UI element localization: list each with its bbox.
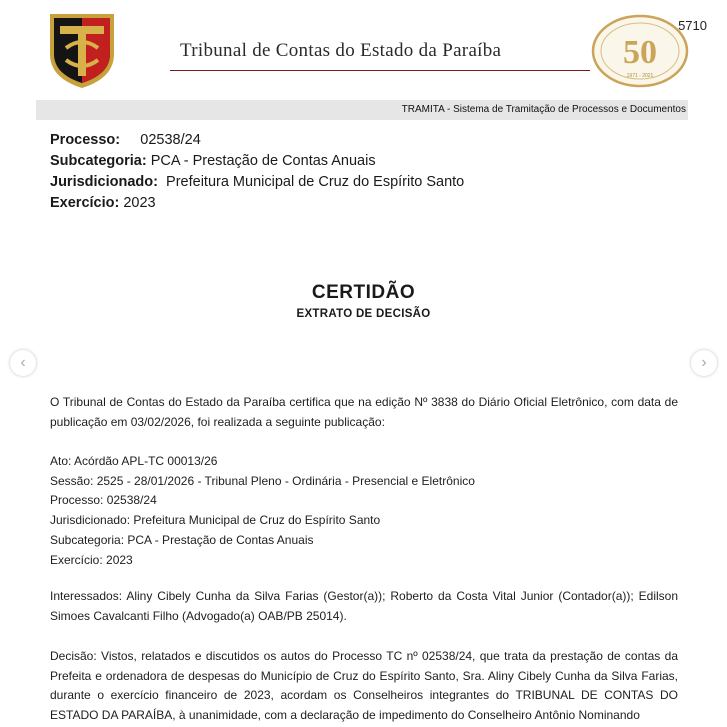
certificate-intro: O Tribunal de Contas do Estado da Paraíba certifica que na edição Nº 3838 do Diário Oficial Eletrônico, com data de publicação em 03/02/2026, foi realizada a seguinte publicação:	[50, 395, 678, 429]
processo-value: 02538/24	[140, 132, 201, 148]
court-title: Tribunal de Contas do Estado da Paraíba	[180, 40, 502, 61]
document-header	[0, 0, 727, 100]
document-title: CERTIDÃO	[311, 282, 416, 303]
exercicio-row	[50, 193, 464, 214]
title-divider	[170, 70, 590, 71]
sessao-line: Sessão: 2525 - 28/01/2026 - Tribunal Pleno - Ordinária - Presencial e Eletrônico	[50, 473, 475, 488]
interessados-paragraph: Interessados: Aliny Cibely Cunha da Silva Farias (Gestor(a)); Roberto da Costa Vital Junior (Contador(a)); Edilson Simoes Cavalcanti Filho (Advogado(a) OAB/PB 25014).	[50, 589, 678, 623]
decisao-paragraph: Decisão: Vistos, relatados e discutidos os autos do Processo TC nº 02538/24, que trata da prestação de contas da Prefeita e ordenadora de despesas do Município de Cruz do Espírito Santo, Sra. Aliny Cibely Cunha da Silva Farias, durante o exercício financeiro de 2023, acordam os Conselheiros integrantes do TRIBUNAL DE CONTAS DO ESTADO DA PARAÍBA, à unanimidade, com a declaração de impedimento do Conselheiro Antônio Nominando	[50, 649, 678, 723]
tce-crest-logo	[46, 10, 118, 90]
chevron-right-icon: ›	[701, 354, 707, 371]
subcategoria-value: PCA - Prestação de Contas Anuais	[150, 153, 376, 169]
seal-years: 1971 - 2021	[626, 73, 654, 79]
tramita-bar	[36, 100, 688, 120]
jurisdicionado-row	[50, 172, 464, 193]
jurisdicionado-label: Jurisdicionado:	[50, 174, 158, 190]
anniversary-seal	[590, 14, 690, 88]
exercicio-value: 2023	[123, 195, 156, 211]
exercicio-line: Exercício: 2023	[50, 552, 133, 567]
next-page-button[interactable]	[691, 350, 717, 376]
subcategoria-row	[50, 151, 464, 172]
tramita-label: TRAMITA - Sistema de Tramitação de Processos e Documentos	[401, 104, 686, 115]
processo-row	[50, 130, 464, 151]
ato-line: Ato: Acórdão APL-TC 00013/26	[50, 454, 218, 468]
processo-line: Processo: 02538/24	[50, 493, 157, 508]
page-number: 5710	[678, 18, 707, 33]
subcategoria-label: Subcategoria:	[50, 153, 147, 169]
processo-label: Processo:	[50, 132, 121, 148]
process-metadata	[50, 130, 464, 214]
jurisdicionado-line: Jurisdicionado: Prefeitura Municipal de Cruz do Espírito Santo	[50, 513, 381, 528]
publication-details	[50, 452, 678, 570]
exercicio-label: Exercício:	[50, 195, 120, 211]
chevron-left-icon: ‹	[20, 354, 26, 371]
previous-page-button[interactable]	[10, 350, 36, 376]
jurisdicionado-value: Prefeitura Municipal de Cruz do Espírito Santo	[166, 174, 465, 190]
subcategoria-line: Subcategoria: PCA - Prestação de Contas Anuais	[50, 532, 314, 547]
document-subtitle: EXTRATO DE DECISÃO	[296, 308, 431, 320]
seal-number: 50	[623, 34, 657, 71]
